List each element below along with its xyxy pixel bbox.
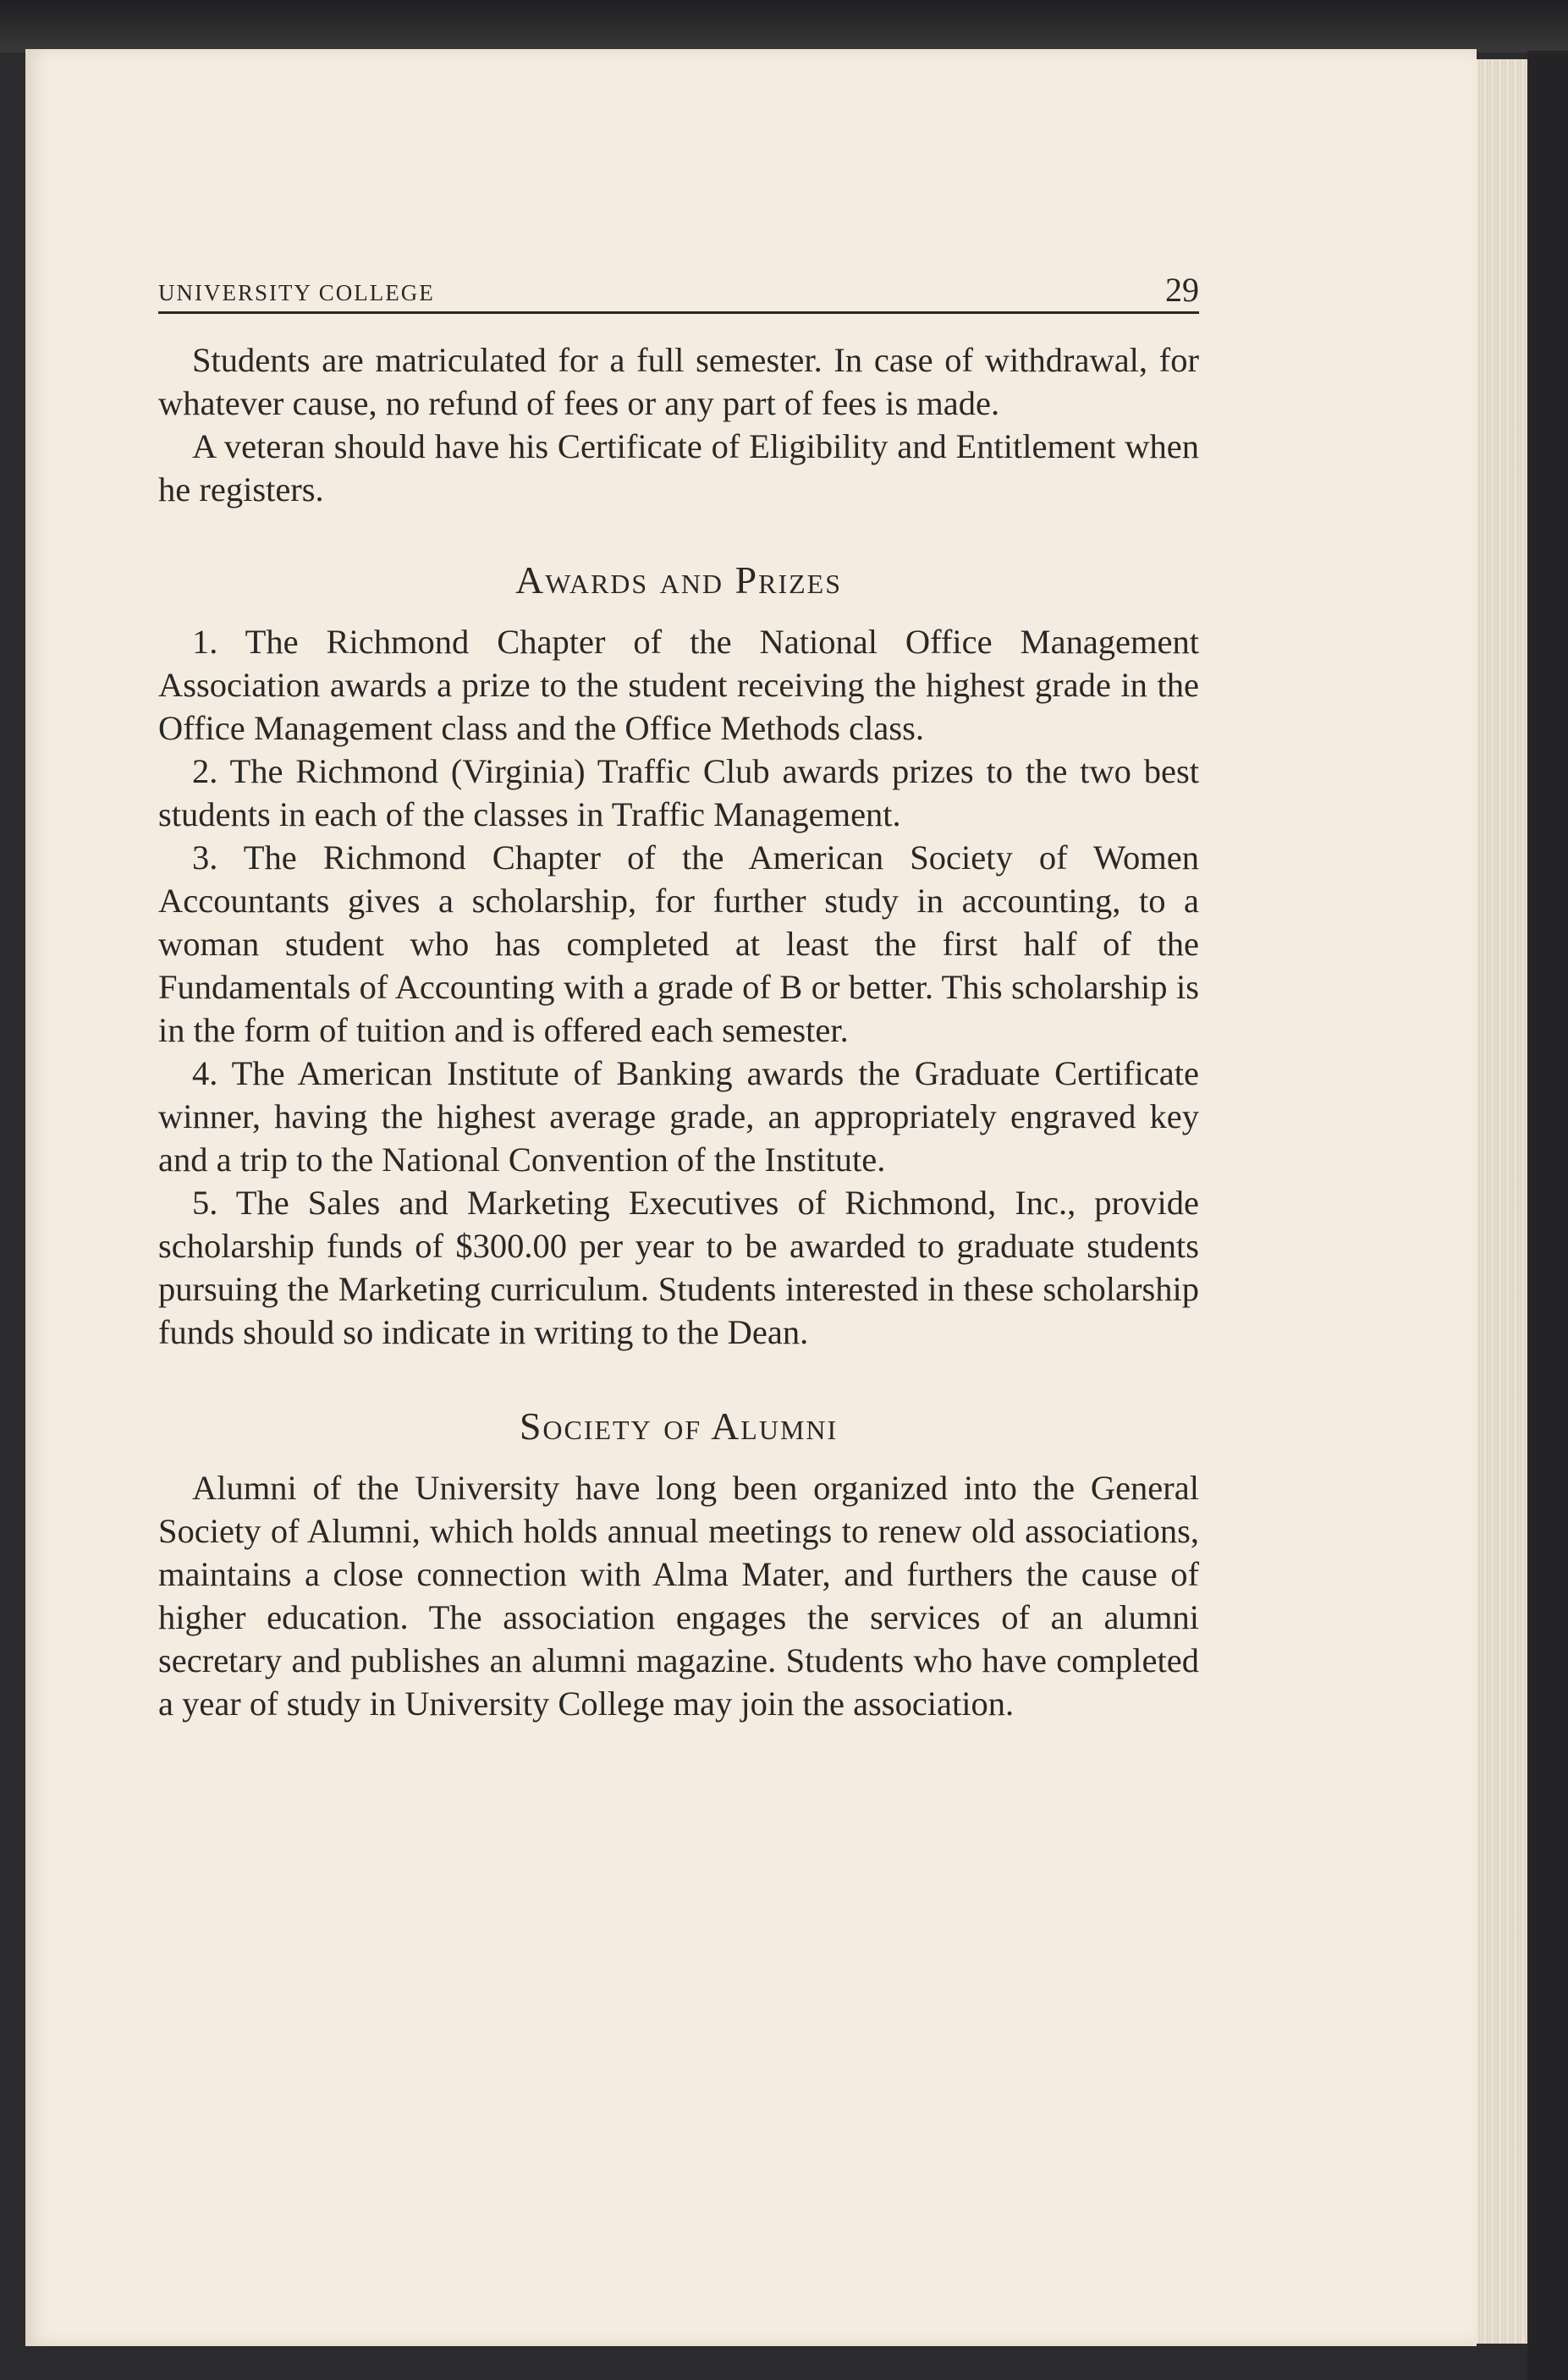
section-heading-alumni: Society of Alumni: [519, 1404, 839, 1448]
intro-paragraph-veteran: A veteran should have his Certificate of Eligibility and Entitlement when he registers.: [158, 427, 1199, 508]
book-cover-edge: [1527, 51, 1568, 2380]
running-head: UNIVERSITY COLLEGE: [158, 280, 435, 305]
page-number: 29: [1165, 271, 1199, 309]
alumni-paragraph: Alumni of the University have long been organized into the General Society of Alumni, which holds annual meetings to renew old associations, maintains a close connection with Alma Mater, and furthers the cause of higher education. The association engages the services of an alumni secretary and publishes an alumni magazine. Students who have completed a year of study in University College may join the association.: [158, 1469, 1199, 1723]
book-cover-top: [0, 0, 1568, 52]
page-body: [158, 338, 1199, 1725]
award-item: 5. The Sales and Marketing Executives of Richmond, Inc., provide scholarship funds of $300.00 per year to be awarded to graduate students pursuing the Marketing curriculum. Students interested in these scholarship funds should so indicate in writing to the Dean.: [158, 1184, 1199, 1351]
award-item: 4. The American Institute of Banking awards the Graduate Certificate winner, having the highest average grade, an appropriately engraved key and a trip to the National Convention of the Institute.: [158, 1054, 1199, 1179]
award-item: 1. The Richmond Chapter of the National Office Management Association awards a prize to the student receiving the highest grade in the Office Management class and the Office Methods class.: [158, 623, 1199, 747]
section-heading-awards: Awards and Prizes: [514, 558, 843, 602]
award-item: 2. The Richmond (Virginia) Traffic Club awards prizes to the two best students in each of the classes in Traffic Management.: [158, 752, 1199, 833]
award-item: 3. The Richmond Chapter of the American Society of Women Accountants gives a scholarship, for further study in accounting, to a woman student who has completed at least the first half of the Fundamentals of Accounting with a grade of B or better. This scholarship is in the form of tuition and is offered each semester.: [158, 838, 1199, 1049]
page-header: [158, 264, 1199, 314]
intro-paragraph-refund: Students are matriculated for a full semester. In case of withdrawal, for whatever cause, no refund of fees or any part of fees is made.: [158, 341, 1199, 422]
